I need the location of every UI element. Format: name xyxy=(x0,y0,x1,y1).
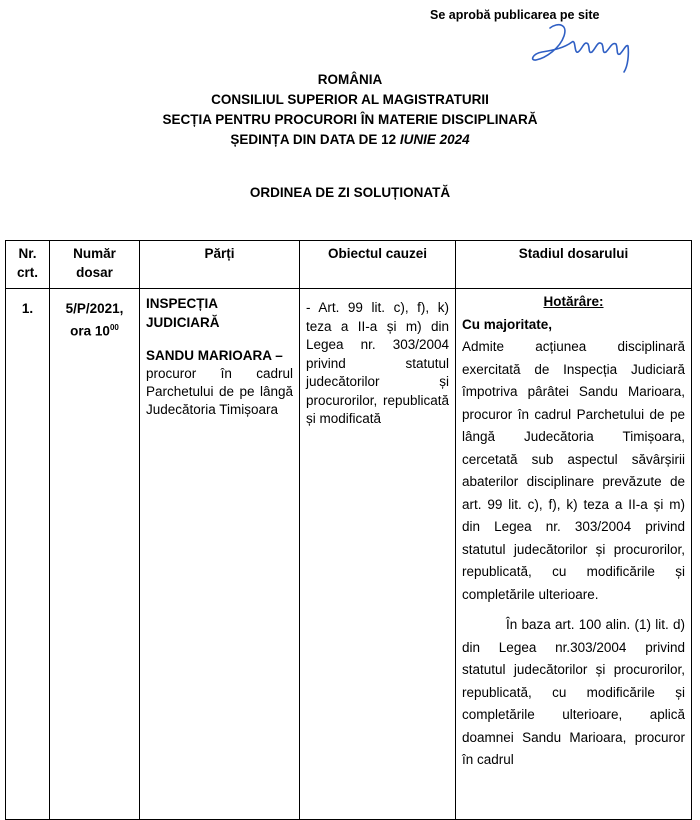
header-nr-line1: Nr. xyxy=(18,246,37,261)
dosar-time xyxy=(56,318,133,341)
header-dosar-line1: Număr xyxy=(73,246,116,261)
cell-stadiu xyxy=(456,289,692,820)
party-defendant: SANDU MARIOARA – xyxy=(146,348,283,363)
header-stadiu: Stadiul dosarului xyxy=(456,241,692,289)
document-heading xyxy=(0,70,700,150)
party-claimant: INSPECȚIA JUDICIARĂ xyxy=(146,296,220,330)
cell-obiect: - Art. 99 lit. c), f), k) teza a II-a și m) din Legea nr. 303/2004 privind statutul judecătorilor și procurorilor, republicată și modificată xyxy=(300,289,456,820)
heading-session xyxy=(0,130,700,150)
agenda-title: ORDINEA DE ZI SOLUȚIONATĂ xyxy=(249,185,451,200)
header-obiect: Obiectul cauzei xyxy=(300,241,456,289)
session-month-year: IUNIE 2024 xyxy=(399,132,470,147)
cell-parti xyxy=(140,289,300,820)
heading-council: CONSILIUL SUPERIOR AL MAGISTRATURII xyxy=(211,92,489,107)
ruling-paragraph-2: În baza art. 100 alin. (1) lit. d) din Legea nr.303/2004 privind statutul judecătorilor și procurorilor, republicată, cu modificările și completările ulterioare, aplică doamnei Sandu Marioara, procuror în cadrul xyxy=(462,617,685,767)
party-defendant-role: procuror în cadrul Parchetului de pe lângă Judecătoria Timișoara xyxy=(146,366,293,417)
ruling-paragraph-1: Admite acțiunea disciplinară exercitată de Inspecția Judiciară împotriva pârâtei Sandu Marioara, procuror în cadrul Parchetului de pe lângă Judecătoria Timișoara, cercetată sub aspectul săvârșirii abaterilor disciplinare prevăzute de art. 99 lit. c), f), k) teza a II-a și m) din Legea nr. 303/2004 privind statutul judecătorilor și procurorilor, republicată, cu modificările și completările ulterioare. xyxy=(462,339,685,602)
heading-country: ROMÂNIA xyxy=(317,72,383,87)
session-prefix: ȘEDINȚA DIN DATA DE xyxy=(230,132,382,147)
table-row xyxy=(6,289,692,820)
table-header-row xyxy=(6,241,692,289)
cell-nr: 1. xyxy=(6,289,50,820)
heading-section: SECȚIA PENTRU PROCURORI ÎN MATERIE DISCIPLINARĂ xyxy=(162,112,538,127)
header-dosar-line2: dosar xyxy=(76,265,113,280)
header-nr-line2: crt. xyxy=(16,265,38,280)
docket-table xyxy=(5,240,692,820)
header-parti: Părți xyxy=(140,241,300,289)
majority-label: Cu majoritate, xyxy=(462,316,553,332)
header-nr xyxy=(6,241,50,289)
dosar-time-prefix: ora 10 xyxy=(70,323,110,339)
header-dosar xyxy=(50,241,140,289)
cell-dosar xyxy=(50,289,140,820)
session-day: 12 xyxy=(381,132,397,147)
hotarare-label: Hotărâre: xyxy=(543,294,604,309)
handwritten-signature xyxy=(528,14,648,74)
dosar-number: 5/P/2021, xyxy=(65,301,124,316)
approval-note: Se aprobă publicarea pe site xyxy=(430,8,600,22)
dosar-time-sup: 00 xyxy=(109,323,119,332)
